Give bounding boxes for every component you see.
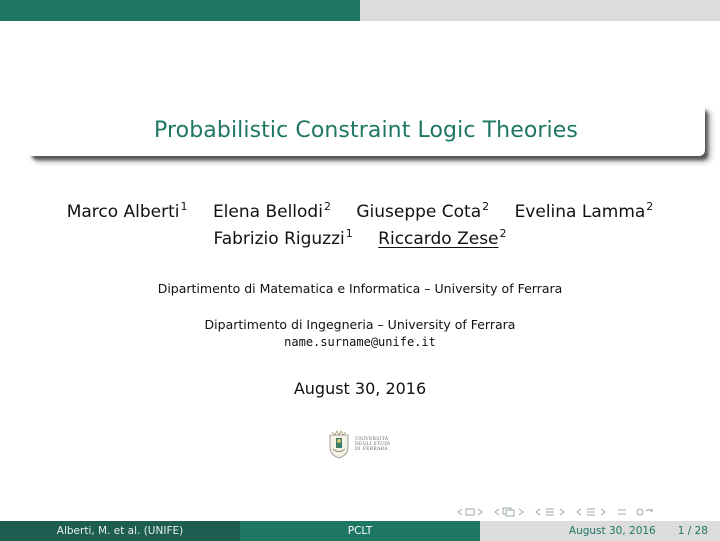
- footer-title: PCLT: [240, 521, 480, 541]
- author-bellodi: Elena Bellodi$^2$: [212, 200, 331, 222]
- top-bar-empty: [360, 0, 720, 21]
- beamer-navigation-symbols[interactable]: [456, 505, 718, 519]
- title-block: [27, 104, 705, 156]
- nav-frame-icon[interactable]: [456, 507, 486, 517]
- contact-email: name.surname@unife.it: [284, 335, 436, 349]
- footer-author: Alberti, M. et al. (UNIFE): [0, 521, 240, 541]
- footer-date-page: [480, 521, 720, 541]
- institute-2: Dipartimento di Ingegneria – University of Ferrara: [204, 317, 516, 332]
- author-lamma: Evelina Lamma$^2$: [514, 200, 654, 222]
- author-alberti: Marco Alberti$^1$: [66, 200, 188, 222]
- authors-row-1: [0, 200, 720, 222]
- slide-title: Probabilistic Constraint Logic Theories: [154, 117, 578, 143]
- footer-page-number: 1 / 28: [677, 525, 708, 537]
- nav-section-icon[interactable]: [534, 507, 568, 517]
- nav-subsection-icon[interactable]: [493, 507, 527, 517]
- top-bar-filled: [0, 0, 360, 21]
- author-cota: Giuseppe Cota$^2$: [356, 200, 490, 222]
- nav-search-icon[interactable]: [635, 507, 657, 517]
- footer-date: August 30, 2016: [568, 525, 656, 537]
- authors-row-2: [0, 227, 720, 249]
- footer-bar: [0, 521, 720, 541]
- top-progress-bar: [0, 0, 720, 21]
- nav-align-icon[interactable]: [616, 507, 628, 517]
- logo-wordmark: UNIVERSITÀ DEGLI STUDI DI FERRARA: [355, 436, 391, 452]
- author-riguzzi: Fabrizio Riguzzi$^1$: [213, 227, 353, 249]
- institute-1: Dipartimento di Matematica e Informatica – University of Ferrara: [157, 281, 563, 296]
- university-logo: [327, 427, 395, 461]
- crest-icon: [327, 429, 351, 459]
- nav-subsection-list-icon[interactable]: [575, 507, 609, 517]
- slide-date: August 30, 2016: [293, 379, 427, 398]
- author-zese: Riccardo Zese$^2$: [378, 227, 507, 249]
